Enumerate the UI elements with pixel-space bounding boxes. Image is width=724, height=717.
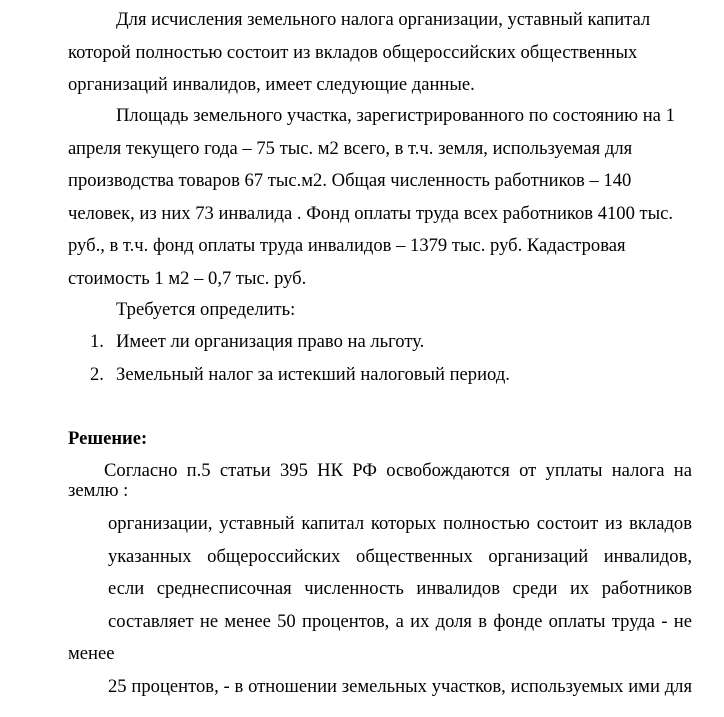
list-item [68, 359, 692, 392]
questions-list [68, 326, 692, 391]
quote-line: составляет не менее 50 процентов, а их доля в фонде оплаты труда - не менее [68, 610, 692, 664]
task-paragraph: Требуется определить: [116, 299, 296, 320]
data-paragraph: Площадь земельного участка, зарегистрированного по состоянию на 1 апреля текущего года – 75 тыс. м2 всего, в т.ч. земля, используемая для производства товаров 67 тыс.м2. Общая численность работников – 140 человек, из них 73 инвалида . Фонд оплаты труда всех работников 4100 тыс. руб., в т.ч. фонд оплаты труда инвалидов – 1379 тыс. руб. Кадастровая стоимость 1 м2 – 0,7 тыс. руб. [68, 105, 675, 289]
list-item-text: Имеет ли организация право на льготу. [116, 331, 425, 352]
solution-heading: Решение: [68, 428, 148, 449]
quote-line: если среднесписочная численность инвалидов среди их работников [108, 578, 692, 599]
list-item-number: 2. [90, 363, 104, 385]
quote-line: указанных общероссийских общественных организаций инвалидов, [108, 545, 692, 567]
quote-line: организации, уставный капитал которых полностью состоит из вкладов [108, 513, 692, 534]
list-item-number: 1. [90, 331, 104, 352]
list-item-text: Земельный налог за истекший налоговый период. [116, 363, 510, 385]
rule-paragraph: Согласно п.5 статьи 395 НК РФ освобождаются от уплаты налога на землю : [68, 460, 692, 501]
list-item [68, 326, 692, 359]
quote-paragraph [68, 508, 692, 703]
quote-line: 25 процентов, - в отношении земельных участков, используемых ими для [108, 675, 692, 697]
intro-paragraph: Для исчисления земельного налога организации, уставный капитал которой полностью состоит из вкладов общероссийских общественных организаций инвалидов, имеет следующие данные. [68, 9, 651, 95]
